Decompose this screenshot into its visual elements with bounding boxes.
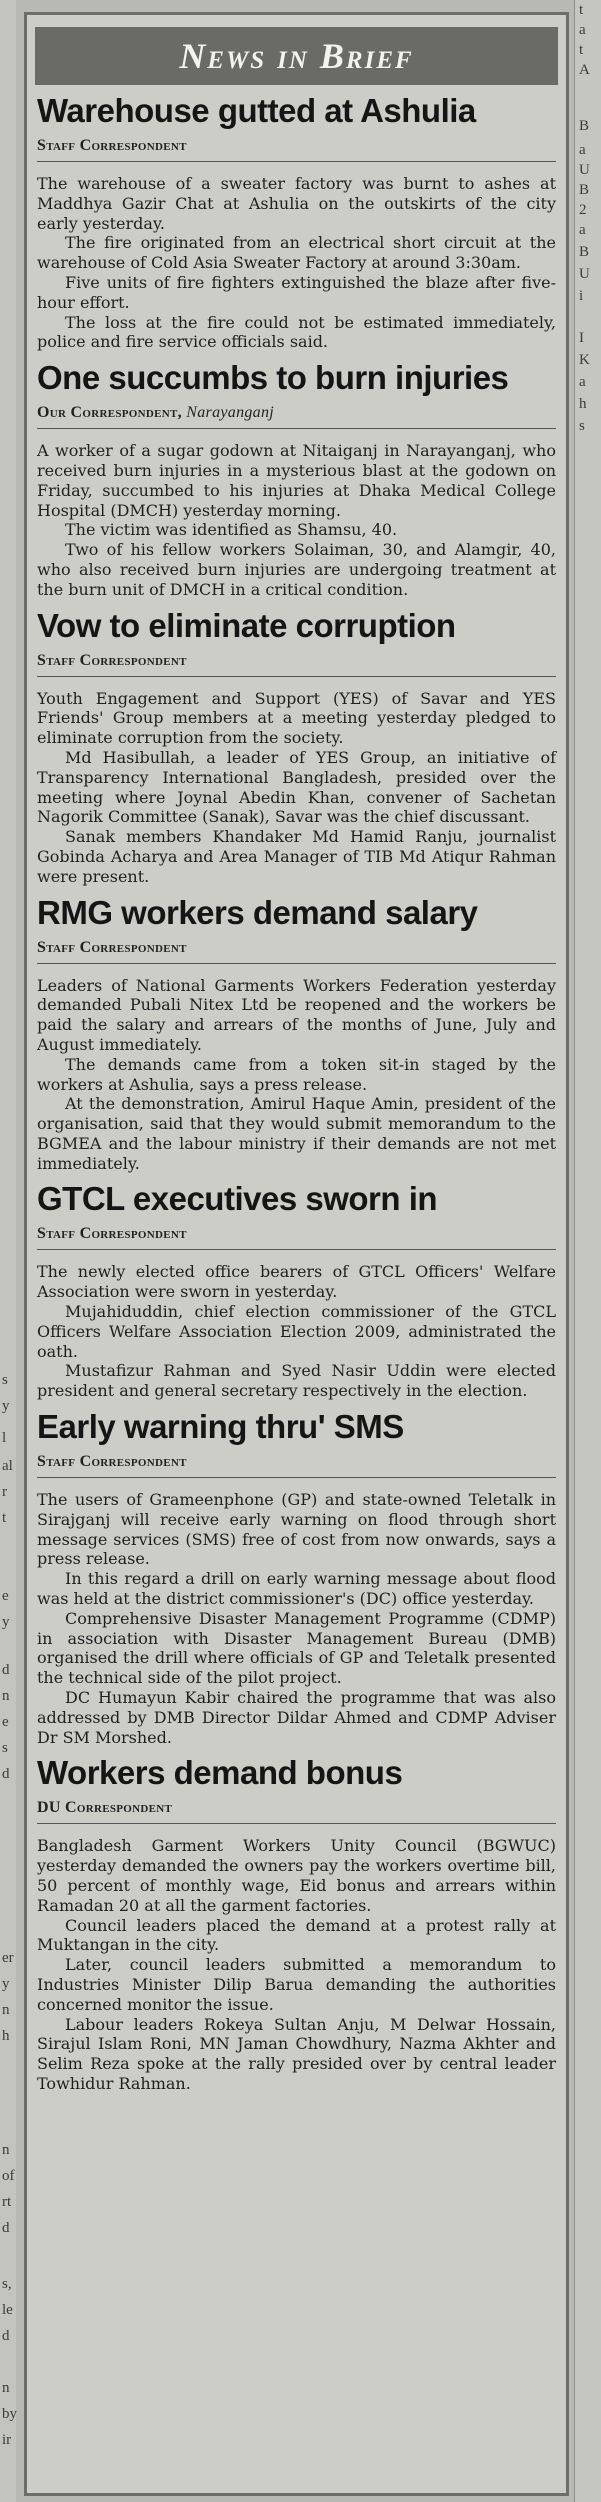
byline <box>37 939 556 957</box>
news-in-brief-column <box>24 12 569 2496</box>
margin-fragment: 2 <box>579 202 587 218</box>
margin-fragment: a <box>579 22 586 38</box>
paragraph: The newly elected office bearers of GTCL Officers' Welfare Association were sworn in yesterday. <box>37 1262 556 1302</box>
margin-fragment: s <box>2 1372 8 1388</box>
paragraph: The users of Grameenphone (GP) and state-owned Teletalk in Sirajganj will receive early warning on flood through short message services (SMS) free of cost from now onwards, says a press release. <box>37 1490 556 1569</box>
paragraph: The warehouse of a sweater factory was burnt to ashes at Maddhya Gazir Chat at Ashulia on the outskirts of the city early yesterday. <box>37 174 556 233</box>
paragraph: Mujahiduddin, chief election commissioner of the GTCL Officers Welfare Association Election 2009, administrated the oath. <box>37 1302 556 1361</box>
margin-fragment: rt <box>2 2194 12 2210</box>
margin-fragment: e <box>2 1714 9 1730</box>
margin-fragment: B <box>579 118 590 134</box>
paragraph: Council leaders placed the demand at a protest rally at Muktangan in the city. <box>37 1915 556 1955</box>
margin-fragment: U <box>579 162 590 178</box>
section-banner <box>35 27 558 85</box>
paragraph: Comprehensive Disaster Management Programme (CDMP) in association with Disaster Management Bureau (DMB) organised the drill where officials of GP and Teletalk presented the technical side of the pilot project. <box>37 1608 556 1688</box>
margin-fragment: d <box>2 1766 10 1782</box>
paragraph: Leaders of National Garments Workers Federation yesterday demanded Pubali Nitex Ltd be reopened and the workers be paid the salary and arrears of the months of June, July and August immediately. <box>37 975 556 1054</box>
byline <box>37 1799 556 1817</box>
byline <box>37 1453 556 1471</box>
headline: Workers demand bonus <box>37 1754 403 1792</box>
margin-fragment: n <box>2 2380 10 2396</box>
margin-fragment: I <box>579 330 584 346</box>
adjacent-column-strip <box>574 0 601 2502</box>
byline <box>37 404 556 422</box>
margin-fragment: le <box>2 2302 13 2318</box>
paragraph: Five units of fire fighters extinguished the blaze after five-hour effort. <box>37 272 556 312</box>
margin-fragment: n <box>2 1688 10 1704</box>
byline-author: Staff Correspondent <box>37 1453 187 1471</box>
margin-fragment: K <box>579 352 590 368</box>
margin-fragment: d <box>2 1662 10 1678</box>
byline-author: Staff Correspondent <box>37 651 187 669</box>
margin-fragment: A <box>579 62 590 78</box>
margin-fragment: l <box>2 1430 7 1446</box>
margin-fragment: n <box>2 2002 10 2018</box>
margin-fragment: B <box>579 244 590 260</box>
left-gutter <box>0 0 16 2502</box>
byline <box>37 1225 556 1243</box>
paragraph: Youth Engagement and Support (YES) of Savar and YES Friends' Group members at a meeting yesterday pledged to eliminate corruption from the society. <box>37 688 556 748</box>
news-item <box>37 1753 556 2093</box>
news-item <box>37 91 556 352</box>
margin-fragment: y <box>2 1398 10 1414</box>
margin-fragment: t <box>579 2 584 18</box>
margin-fragment: a <box>579 222 586 238</box>
margin-fragment: d <box>2 2220 10 2236</box>
paragraph: The demands came from a token sit-in staged by the workers at Ashulia, says a press release. <box>37 1054 556 1094</box>
headline: Early warning thru' SMS <box>37 1408 404 1446</box>
divider <box>37 1477 556 1478</box>
margin-fragment: t <box>2 1510 7 1526</box>
margin-fragment: y <box>2 1614 10 1630</box>
paragraph: Later, council leaders submitted a memorandum to Industries Minister Dilip Barua demanding the authorities concerned monitor the issue. <box>37 1955 556 2014</box>
margin-fragment: y <box>2 1976 10 1992</box>
margin-fragment: h <box>2 2028 10 2044</box>
paragraph: The fire originated from an electrical short circuit at the warehouse of Cold Asia Sweater Factory at around 3:30am. <box>37 233 556 273</box>
news-item <box>37 358 556 599</box>
headline: GTCL executives sworn in <box>37 1180 438 1218</box>
byline-author: DU Correspondent <box>37 1799 173 1817</box>
margin-fragment: B <box>579 182 590 198</box>
divider <box>37 428 556 429</box>
section-title: News in Brief <box>179 36 414 76</box>
divider <box>37 963 556 964</box>
margin-fragment: i <box>579 288 584 304</box>
paragraph: In this regard a drill on early warning message about flood was held at the district commissioner's (DC) office yesterday. <box>37 1569 556 1609</box>
margin-fragment: t <box>579 42 584 58</box>
paragraph: The loss at the fire could not be estimated immediately, police and fire service officials said. <box>37 312 556 352</box>
margin-fragment: of <box>2 2168 15 2184</box>
byline-author: Staff Correspondent <box>37 1225 187 1243</box>
byline <box>37 652 556 670</box>
headline: RMG workers demand salary <box>37 893 478 931</box>
divider <box>37 161 556 162</box>
byline-author: Our Correspondent, <box>37 404 182 422</box>
paragraph: Mustafizur Rahman and Syed Nasir Uddin were elected president and general secretary respectively in the election. <box>37 1361 556 1401</box>
margin-fragment: s <box>579 418 585 434</box>
paragraph: Two of his fellow workers Solaiman, 30, and Alamgir, 40, who also received burn injuries are undergoing treatment at the burn unit of DMCH in a critical condition. <box>37 540 556 599</box>
news-item <box>37 606 556 887</box>
paragraph: Labour leaders Rokeya Sultan Anju, M Delwar Hossain, Sirajul Islam Roni, MN Jaman Chowdhury, Nazma Akhter and Selim Reza spoke at the rally presided over by central leader Towhidur Rahman. <box>37 2014 556 2093</box>
paragraph: Bangladesh Garment Workers Unity Council (BGWUC) yesterday demanded the owners pay the workers overtime bill, 50 percent of monthly wage, Eid bonus and arrears within Ramadan 20 at all the garment factories. <box>37 1836 556 1915</box>
divider <box>37 676 556 677</box>
margin-fragment: n <box>2 2142 10 2158</box>
margin-fragment: by <box>2 2406 17 2422</box>
news-item <box>37 893 556 1174</box>
margin-fragment: e <box>2 1588 9 1604</box>
byline-author: Staff Correspondent <box>37 137 187 154</box>
margin-fragment: r <box>2 1484 7 1500</box>
headline: One succumbs to burn injuries <box>37 359 509 397</box>
paragraph: Md Hasibullah, a leader of YES Group, an initiative of Transparency International Bangladesh, presided over the meeting where Joynal Abedin Khan, convener of Sachetan Nagorik Committee (Sanak), Savar was the chief discussant. <box>37 747 556 827</box>
margin-fragment: ir <box>2 2432 12 2448</box>
paragraph: The victim was identified as Shamsu, 40. <box>65 520 398 540</box>
paragraph: A worker of a sugar godown at Nitaiganj in Narayanganj, who received burn injuries in a mysterious blast at the godown on Friday, succumbed to his injuries at Dhaka Medical College Hospital (DMCH) yesterday morning. <box>37 441 556 520</box>
news-item <box>37 1179 556 1401</box>
byline-author: Staff Correspondent <box>37 938 187 956</box>
paragraph: DC Humayun Kabir chaired the programme that was also addressed by DMB Director Dildar Ahmed and CDMP Adviser Dr SM Morshed. <box>37 1688 556 1747</box>
margin-fragment: h <box>579 396 587 412</box>
margin-fragment: U <box>579 266 590 282</box>
headline: Warehouse gutted at Ashulia <box>37 92 476 129</box>
paragraph: At the demonstration, Amirul Haque Amin, president of the organisation, said that they would submit memorandum to the BGMEA and the labour ministry if their demands are not met immediately. <box>37 1094 556 1173</box>
news-item <box>37 1407 556 1747</box>
margin-fragment: d <box>2 2328 10 2344</box>
margin-fragment: s <box>2 1740 8 1756</box>
margin-fragment: a <box>579 142 586 158</box>
divider <box>37 1249 556 1250</box>
paragraph: Sanak members Khandaker Md Hamid Ranju, journalist Gobinda Acharya and Area Manager of TIB Md Atiqur Rahman were present. <box>37 827 556 886</box>
byline <box>37 137 556 155</box>
margin-fragment: a <box>579 374 586 390</box>
divider <box>37 1823 556 1824</box>
margin-fragment: al <box>2 1458 13 1474</box>
byline-location: Narayanganj <box>186 404 275 422</box>
margin-fragment: s, <box>2 2276 12 2292</box>
headline: Vow to eliminate corruption <box>37 606 456 644</box>
margin-fragment: er <box>2 1950 14 1966</box>
